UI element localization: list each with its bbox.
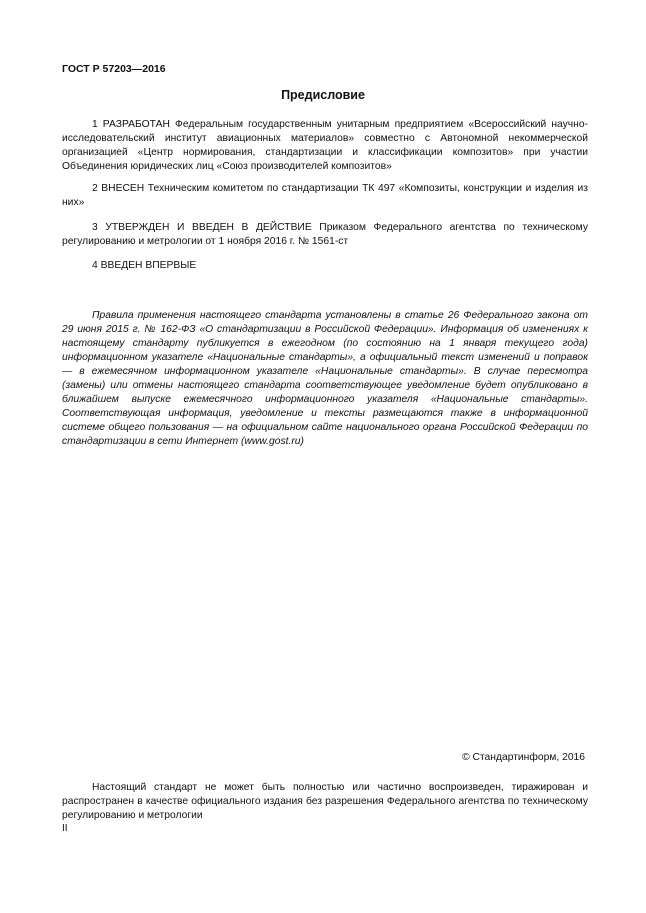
copyright-line: © Стандартинформ, 2016 <box>462 752 585 763</box>
paragraph-approved: 3 УТВЕРЖДЕН И ВВЕДЕН В ДЕЙСТВИЕ Приказом Федерального агентства по техническому регулированию и метрологии от 1 ноября 2016 г. № 1561-ст <box>62 222 588 247</box>
paragraph-introduced-by: 2 ВНЕСЕН Техническим комитетом по стандартизации ТК 497 «Композиты, конструкции и изделия из них» <box>62 183 588 208</box>
paragraph-first-introduced: 4 ВВЕДЕН ВПЕРВЫЕ <box>92 260 197 271</box>
reproduction-rights-notice: Настоящий стандарт не может быть полностью или частично воспроизведен, тиражирован и распространен в качестве официального издания без разрешения Федерального агентства по техническому регулированию и метрологии <box>62 782 588 821</box>
page-title: Предисловие <box>281 88 365 102</box>
document-code: ГОСТ Р 57203—2016 <box>62 63 166 75</box>
paragraph-developed-by: 1 РАЗРАБОТАН Федеральным государственным унитарным предприятием «Всероссийский научно-исследовательский институт авиационных материалов» совместно с Автономной некоммерческой организацией «Центр нормирования, стандартизации и классификации композитов» при участии Объединения юридических лиц «Союз производителей композитов» <box>62 119 588 172</box>
page-number: II <box>62 823 68 834</box>
application-rules-notice: Правила применения настоящего стандарта установлены в статье 26 Федерального закона от 29 июня 2015 г. № 162-ФЗ «О стандартизации в Российской Федерации». Информация об изменениях к настоящему стандарту публикуется в ежегодном (по состоянию на 1 января текущего года) информационном указателе «Национальные стандарты», а официальный текст изменений и поправок — в ежемесячном информационном указателе «Национальные стандарты». В случае пересмотра (замены) или отмены настоящего стандарта соответствующее уведомление будет опубликовано в ближайшем выпуске ежемесячного информационного указателя «Национальные стандарты». Соответствующая информация, уведомление и тексты размещаются также в информационной системе общего пользования — на официальном сайте национального органа Российской Федерации по стандартизации в сети Интернет (www.gost.ru) <box>62 310 588 447</box>
